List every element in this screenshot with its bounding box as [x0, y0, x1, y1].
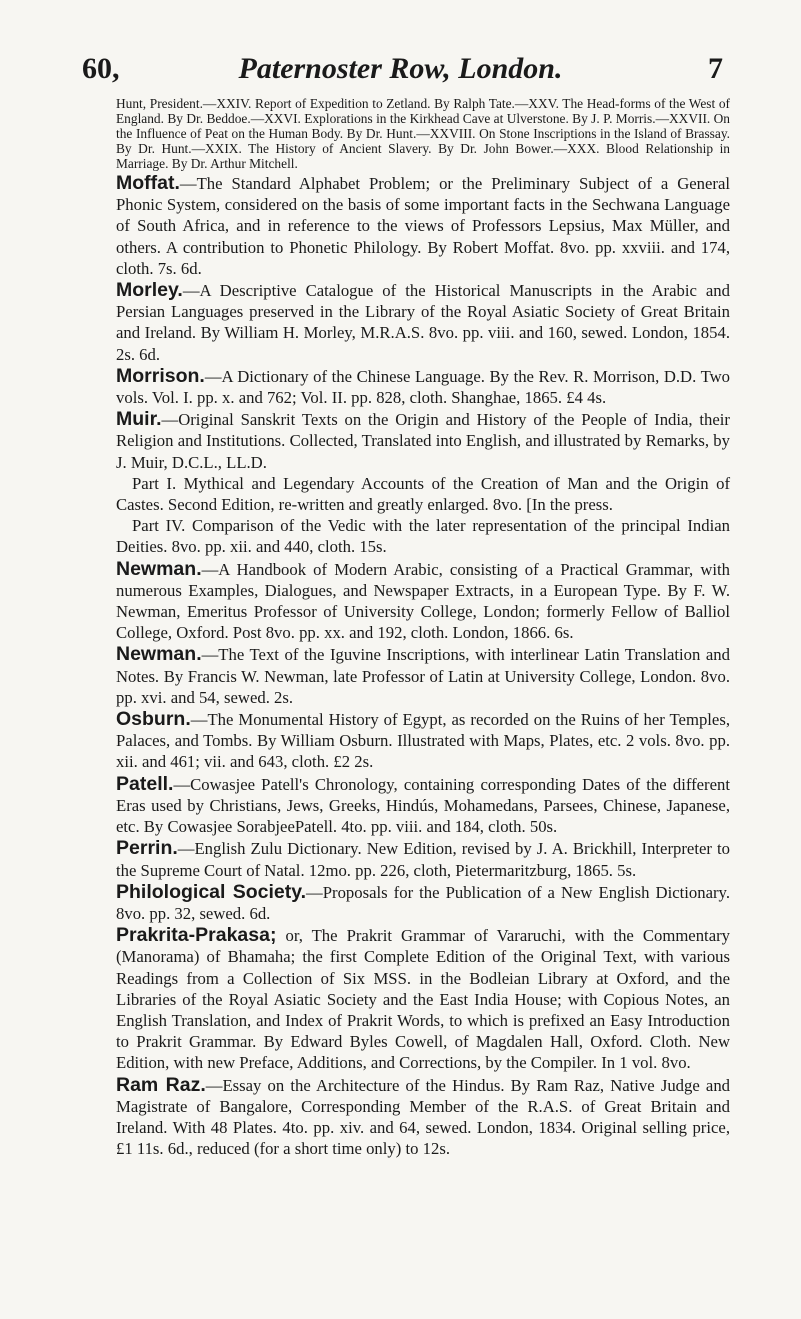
entry-author: Prakrita-Prakasa;: [116, 924, 277, 947]
entry-text: —A Handbook of Modern Arabic, consisting of a Practical Grammar, with numerous Examples, Dialogues, and Newspaper Extracts, in a European Type. By F. W. Newman, Emeritus Professor of University College, London; formerly Fellow of Balliol College, Oxford. Post 8vo. pp. xx. and 192, cloth. London, 1866. 6s.: [116, 559, 730, 643]
continued-entry-text: Hunt, President.—XXIV. Report of Expedition to Zetland. By Ralph Tate.—XXV. The Head-forms of the West of England. By Dr. Beddoe.—XXVI. Explorations in the Kirkhead Cave at Ulverstone. By J. P. Morris.—XXVII. On the Influence of Peat on the Human Body. By Dr. Hunt.—XXVIII. On Stone Inscriptions in the Island of Brassay. By Dr. Hunt.—XXIX. The History of Ancient Slavery. By Dr. John Bower.—XXX. Blood Relationship in Marriage. By Dr. Arthur Mitchell.: [116, 96, 730, 171]
entry-part-one: Part I. Mythical and Legendary Accounts of the Creation of Man and the Origin of Castes. Second Edition, re-written and greatly enlarged. 8vo. [In the press.: [116, 473, 730, 515]
entry-author: Ram Raz.: [116, 1073, 206, 1096]
catalogue-body: [116, 96, 730, 1160]
catalogue-entry: [116, 774, 730, 838]
entry-text: —A Dictionary of the Chinese Language. By the Rev. R. Morrison, D.D. Two vols. Vol. I. pp. x. and 762; Vol. II. pp. 828, cloth. Shanghae, 1865. £4 4s.: [116, 366, 730, 408]
catalogue-entry: [116, 925, 730, 1073]
entry-text: —Original Sanskrit Texts on the Origin and History of the People of India, their Religion and Institutions. Collected, Translated into English, and illustrated by Remarks, by J. Muir, D.C.L., LL.D.: [116, 410, 730, 472]
entry-author: Newman.: [116, 557, 202, 580]
entry-text: or, The Prakrit Grammar of Vararuchi, with the Commentary (Manorama) of Bhamaha; the first Complete Edition of the Original Text, with various Readings from a Collection of Six MSS. in the Bodleian Library at Oxford, and the Libraries of the Royal Asiatic Society and the East India House; with Copious Notes, an English Translation, and Index of Prakrit Words, to which is prefixed an Easy Introduction to Prakrit Grammar. By Edward Byles Cowell, of Magdalen Hall, Oxford. Cloth. New Edition, with new Preface, Additions, and Corrections, by the Compiler. In 1 vol. 8vo.: [116, 926, 730, 1073]
catalogue-entry: [116, 644, 730, 708]
entry-text: —English Zulu Dictionary. New Edition, revised by J. A. Brickhill, Interpreter to the Supreme Court of Natal. 12mo. pp. 226, cloth, Pietermaritzburg, 1865. 5s.: [116, 839, 730, 880]
page-header-number-left: 60,: [82, 52, 120, 85]
entry-author: Morrison.: [116, 364, 205, 387]
entry-text: —The Text of the Iguvine Inscriptions, with interlinear Latin Translation and Notes. By Francis W. Newman, late Professor of Latin at University College, London. 8vo. pp. xvi. and 54, sewed. 2s.: [116, 645, 730, 707]
catalogue-entry: [116, 280, 730, 365]
entry-text: —Cowasjee Patell's Chronology, containing corresponding Dates of the different Eras used by Christians, Jews, Greeks, Hindús, Mohamedans, Parsees, Chinese, Japanese, etc. By Cowasjee SorabjeePatell. 4to. pp. viii. and 184, cloth. 50s.: [116, 774, 730, 837]
entry-author: Osburn.: [116, 708, 191, 731]
entry-text: —The Monumental History of Egypt, as recorded on the Ruins of her Temples, Palaces, and Tombs. By William Osburn. Illustrated with Maps, Plates, etc. 2 vols. 8vo. pp. xii. and 461; vii. and 643, cloth. £2 2s.: [116, 710, 730, 772]
entry-text: —Essay on the Architecture of the Hindus. By Ram Raz, Native Judge and Magistrate of Bangalore, Corresponding Member of the R.A.S. of Great Britain and Ireland. With 48 Plates. 4to. pp. xiv. and 64, sewed. London, 1834. Original selling price, £1 11s. 6d., reduced (for a short time only) to 12s.: [116, 1075, 731, 1159]
catalogue-entry: [116, 882, 730, 924]
entry-author: Moffat.: [116, 172, 180, 194]
entry-author: Muir.: [116, 408, 162, 431]
entry-author: Philological Society.: [116, 880, 307, 903]
entry-author: Newman.: [116, 643, 202, 666]
catalogue-entry: [116, 409, 730, 557]
entry-author: Perrin.: [116, 837, 178, 860]
entry-text: —A Descriptive Catalogue of the Historical Manuscripts in the Arabic and Persian Languages preserved in the Library of the Royal Asiatic Society of Great Britain and Ireland. By William H. Morley, M.R.A.S. 8vo. pp. viii. and 160, sewed. London, 1854. 2s. 6d.: [116, 281, 730, 364]
entry-author: Patell.: [116, 772, 174, 795]
entry-text: —The Standard Alphabet Problem; or the Preliminary Subject of a General Phonic System, considered on the basis of some important facts in the Sechwana Language of South Africa, and in reference to the views of Professors Lepsius, Max Müller, and others. A contribution to Phonetic Philology. By Robert Moffat. 8vo. pp. xxviii. and 174, cloth. 7s. 6d.: [116, 174, 730, 278]
catalogue-entry: [116, 838, 730, 880]
entry-text: —Proposals for the Publication of a New English Dictionary. 8vo. pp. 32, sewed. 6d.: [116, 882, 730, 923]
entry-author: Morley.: [116, 279, 183, 302]
page-number: 7: [708, 52, 723, 85]
page-header: [0, 50, 801, 94]
catalogue-entry: [116, 1075, 730, 1160]
entry-part-four: Part IV. Comparison of the Vedic with the later representation of the principal Indian Deities. 8vo. pp. xii. and 440, cloth. 15s.: [116, 516, 730, 557]
catalogue-entry: [116, 559, 730, 644]
running-title: Paternoster Row, London.: [238, 52, 563, 85]
catalogue-entry: [116, 366, 730, 408]
catalogue-entry: [116, 173, 730, 279]
catalogue-entry: [116, 709, 730, 773]
